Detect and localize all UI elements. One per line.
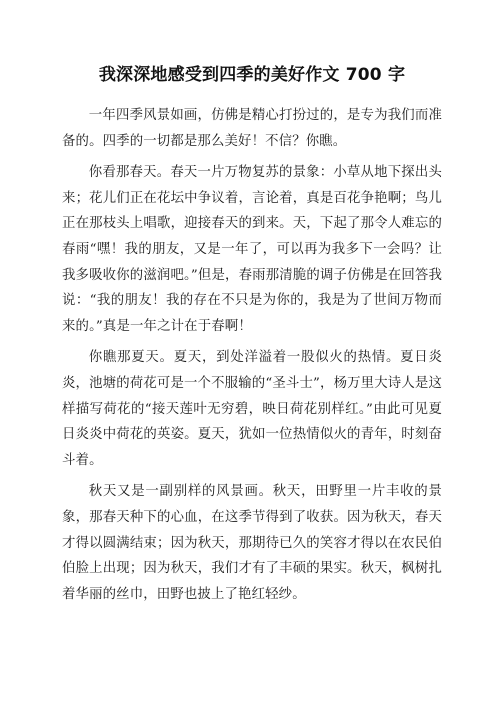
paragraph-intro: 一年四季风景如画，仿佛是精心打扮过的，是专为我们而准备的。四季的一切都是那么美好！不信？你瞧。 [62,108,442,149]
paragraph-summer: 你瞧那夏天。夏天，到处洋溢着一股似火的热情。夏日炎炎，池塘的荷花可是一个不服输的“圣斗士”，杨万里大诗人是这样描写荷花的“接天莲叶无穷碧，映日荷花别样红。”由此可见夏日炎炎中荷花的英姿。夏天，犹如一位热情似火的青年，时刻奋斗着。 [62,350,442,468]
paragraph-spring: 你看那春天。春天一片万物复苏的景象：小草从地下探出头来；花儿们正在花坛中争议着，言论着，真是百花争艳啊；鸟儿正在那枝头上唱歌，迎接春天的到来。天，下起了那令人难忘的春雨“嘿！我的朋友，又是一年了，可以再为我多下一会吗？让我多吸收你的滋润吧。”但是，春雨那清脆的调子仿佛是在回答我说：“我的朋友！我的存在不只是为你的，我是为了世间万物而来的。”真是一年之计在于春啊！ [62,165,442,334]
document-title: 我深深地感受到四季的美好作文 700 字 [98,65,406,85]
paragraph-autumn: 秋天又是一副别样的风景画。秋天，田野里一片丰收的景象，那春天种下的心血，在这季节得到了收获。因为秋天，春天才得以圆满结束；因为秋天，那期待已久的笑容才得以在农民伯伯脸上出现；因为秋天，我们才有了丰硕的果实。秋天，枫树扎着华丽的丝巾，田野也披上了艳红轻纱。 [62,484,442,602]
